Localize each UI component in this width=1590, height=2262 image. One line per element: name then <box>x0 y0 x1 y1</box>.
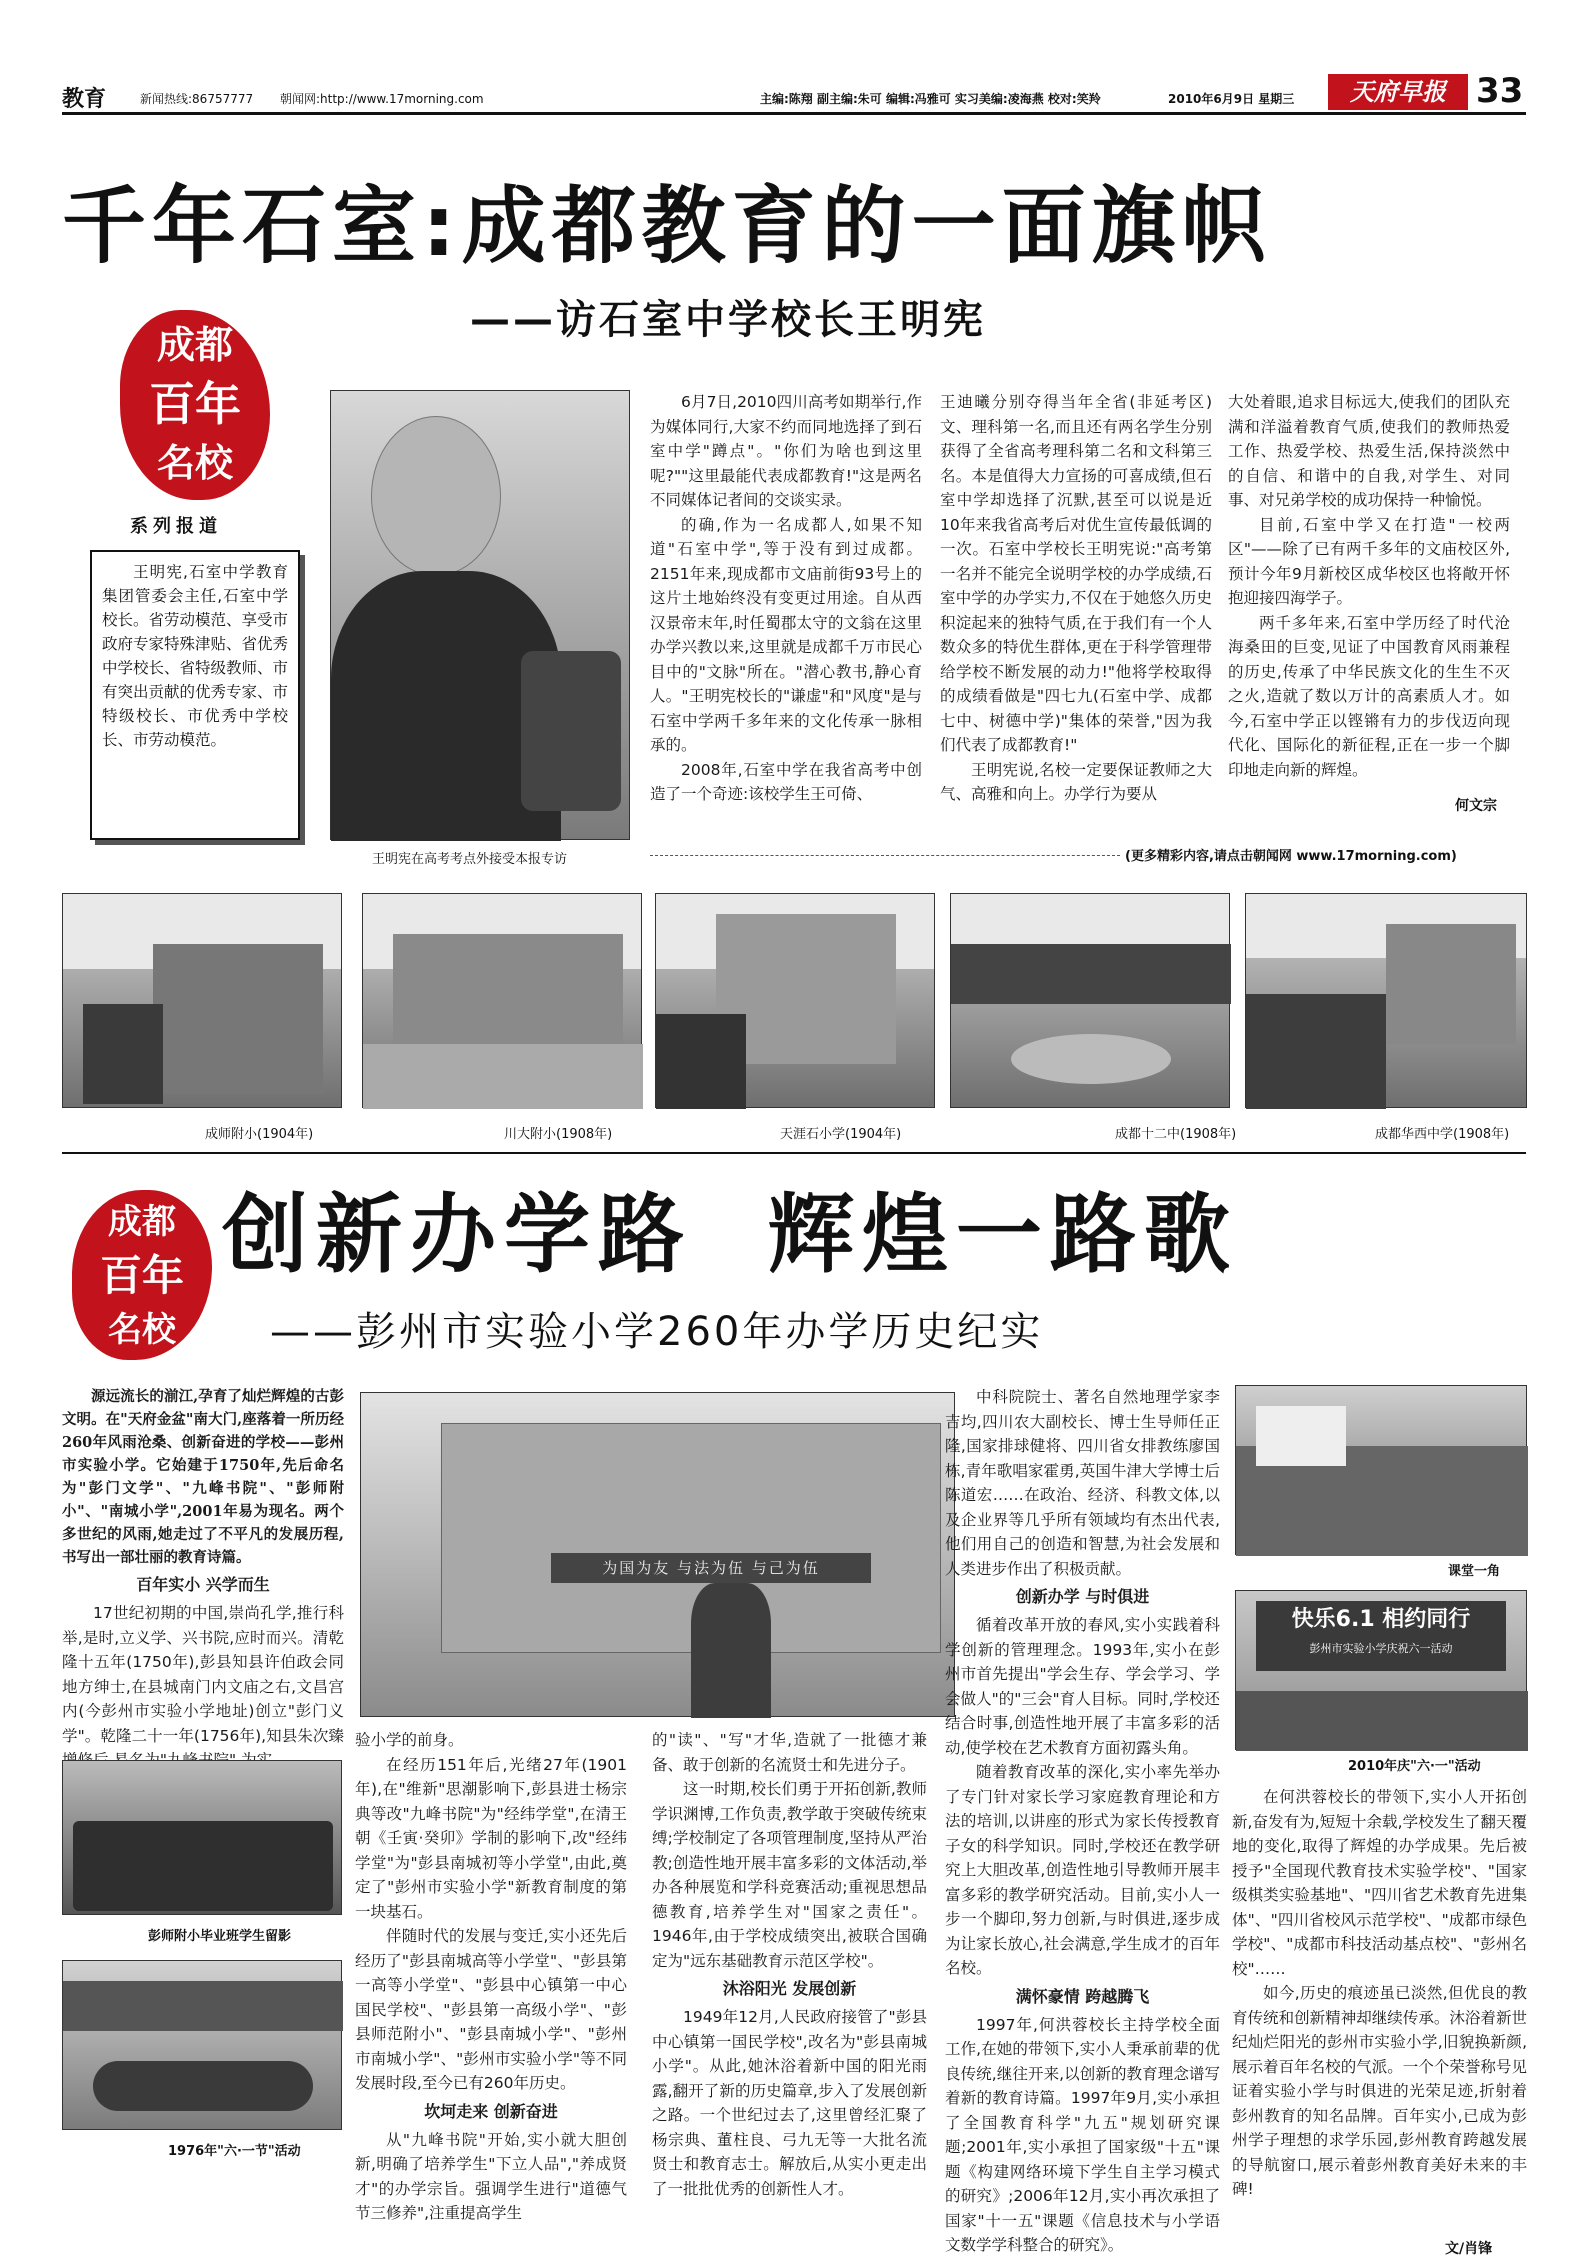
photo-caption-1: 成师附小(1904年) <box>205 1127 314 1142</box>
seal2-line-1: 成都 <box>108 1202 176 1242</box>
paragraph: 这一时期,校长们勇于开拓创新,教师学识渊博,工作负责,教学敢于突破传统束缚;学校制定了各项管理制度,坚持从严治教;创造性地开展丰富多彩的文体活动,举办各种展览和学科竞赛活动;重视思想品德教育,培养学生对"国家之责任"。1946年,由于学校成绩突出,被联合国确定为"远东基础教育示范区学校"。 <box>652 1780 927 1970</box>
paragraph: 循着改革开放的春风,实小实践着科学创新的管理理念。1993年,实小在彭州市首先提出"学会生存、学会学习、学会做人"的"三会"育人目标。同时,学校还结合时事,创造性地开展了丰富多彩的活动,使学校在艺术教育方面初露头角。 <box>945 1616 1220 1757</box>
paragraph: 1949年12月,人民政府接管了"彭县中心镇第一国民学校",改名为"彭县南城小学"。从此,她沐浴着新中国的阳光雨露,翻开了新的历史篇章,步入了发展创新之路。一个世纪过去了,这里曾经汇聚了杨宗典、董柱良、弓九无等一大批名流贤士和教育志士。解放后,从实小更走出了一批批优秀的创新性人才。 <box>652 2008 927 2198</box>
paragraph: 两千多年来,石室中学历经了时代沧海桑田的巨变,见证了中国教育风雨兼程的历史,传承了中华民族文化的生生不灭之火,造就了数以万计的高素质人才。如今,石室中学正以铿锵有力的步伐迈向现代化、国际化的新征程,正在一步一个脚印地走向新的辉煌。 <box>1228 613 1510 779</box>
subhead-4: 创新办学 与时俱进 <box>1015 1587 1150 1606</box>
series-label: 系列报道 <box>130 516 222 537</box>
subhead-1: 百年实小 兴学而生 <box>136 1575 270 1594</box>
school-main-photo <box>360 1392 955 1717</box>
article1-col2 <box>940 390 1212 815</box>
seal2-line-3: 名校 <box>108 1310 176 1350</box>
paragraph: 17世纪初期的中国,崇尚孔学,推行科举,是时,立义学、兴书院,应时而兴。清乾隆十五年(1750年),彭县知县许伯政会同地方绅士,在县城南门内文庙之右,文昌宫内(今彭州市实验小学地址)创立"彭门义学"。乾隆二十一年(1756年),知县朱次臻 <box>62 1604 344 1745</box>
article2-col5 <box>1232 1785 1527 2255</box>
seal-line-1: 成都 <box>156 322 233 367</box>
article2-col4 <box>945 1385 1220 2254</box>
classroom-caption: 课堂一角 <box>1448 1564 1501 1579</box>
series-seal-2 <box>72 1190 212 1360</box>
statue <box>691 1583 771 1718</box>
intro-text: 源远流长的湔江,孕育了灿烂辉煌的古彭文明。在"天府金盆"南大门,座落着一所历经260年风雨沧桑、创新奋进的学校——彭州市实验小学。它始建于1750年,先后命名为"彭门文学"、"九峰书院"、"彭师附小"、"南城小学",2001年易为现名。两个多世纪的风雨,她走过了不平凡的发展历程,书写出一部壮丽的教育诗篇。 <box>62 1388 344 1566</box>
issue-date: 2010年6月9日 星期三 <box>1168 92 1295 106</box>
portrait-head <box>371 416 501 576</box>
paragraph: 1997年,何洪蓉校长主持学校全面工作,在她的带领下,实小人秉承前辈的优良传统,继往开来,以创新的教育理念谱写着新的教育诗篇。1997年9月,实小承担了全国教育科学"九五"规划研究课题;2001年,实小承担了国家级"十五"课题《构建网络环境下学生自主学习模式的研究》;2006年12月,实小再次承担了国家"十一五"课题《信息技术与小学语文数学学科整合的研究》。 <box>945 2015 1220 2254</box>
paragraph: 目前,石室中学又在打造"一校两区"——除了已有两千多年的文庙校区外,预计今年9月新校区成华校区也将敞开怀抱迎接四海学子。 <box>1228 515 1510 607</box>
paragraph: 的确,作为一名成都人,如果不知道"石室中学",等于没有到过成都。2151年来,现成都市文庙前街93号上的这片土地始终没有变更过用途。自从西汉景帝末年,时任蜀郡太守的文翁在这里办学兴教以来,这里就是成都千万市民心目中的"文脉"所在。"潜心教书,静心育人。"王明宪校长的"谦虚"和"风度"是与石室中学两千多年来的文化传承一脉相承的。 <box>650 515 922 754</box>
article2-title: 创新办学路 辉煌一路歌 <box>222 1185 1238 1285</box>
graduates-photo <box>62 1760 342 1915</box>
subhead-5: 满怀豪情 跨越腾飞 <box>1015 1986 1150 2006</box>
website: 朝闻网:http://www.17morning.com <box>280 92 484 106</box>
principal-photo-caption: 王明宪在高考考点外接受本报专访 <box>372 852 568 867</box>
graduates-caption: 彭师附小毕业班学生留影 <box>148 1929 292 1944</box>
paragraph: 的"读"、"写"才华,造就了一批德才兼备、敢于创新的名流贤士和先进分子。 <box>652 1731 927 1774</box>
celebration-2010-photo <box>1235 1590 1527 1750</box>
section-label: 教育 <box>62 87 107 112</box>
article1-subtitle: ——访石室中学校长王明宪 <box>470 297 986 343</box>
profile-box <box>90 550 300 840</box>
paragraph: 如今,历史的痕迹虽已淡然,但优良的教育传统和创新精神却继续传承。沐浴着新世纪灿烂阳光的彭州市实验小学,旧貌换新颜,展示着百年名校的气派。一个个荣誉称号见证着实验小学与时俱进的光荣足迹,折射着彭州教育的知名品牌。百年实小,已成为彭州学子理想的求学乐园,彭州教育跨越发展的导航窗口,展示着彭州教育美好未来的丰碑! <box>1232 1984 1527 2198</box>
seal-line-3: 名校 <box>156 440 233 485</box>
paragraph: 王迪曦分别夺得当年全省(非延考区)文、理科第一名,而且还有两名学生分别获得了全省高考理科第二名和文科第三名。本是值得大力宣扬的可喜成绩,但石室中学却选择了沉默,甚至可以说是近10年来我省高考后对优生宣传最低调的一次。石室中学校长王明宪说:"高考第一名并不能完全说明学校的办学成绩,石室中学的办学实力,不仅在于她悠久历史积淀起来的独特气质,在于我们有一个人数众多的特优生群体,更在于科学管理带给学校不断发展的动力!"他将学校取得的成绩看做是"四七九(石室中学、成都七中、树德中学)"集体的荣誉,"因为我们代表了成都教育!" <box>940 393 1212 754</box>
paragraph: 验小学的前身。 <box>355 1731 464 1749</box>
paragraph: 王明宪说,名校一定要保证教师之大气、高雅和向上。办学行为要从 <box>940 760 1212 803</box>
event-1976-caption: 1976年"六·一节"活动 <box>168 2144 301 2159</box>
paper-name: 天府早报 <box>1328 74 1468 110</box>
celebration-banner-title: 快乐6.1 相约同行 <box>1291 1607 1471 1632</box>
article1-byline: 何文宗 <box>1455 798 1497 814</box>
principal-photo <box>330 390 630 840</box>
photo-caption-3: 天涯石小学(1904年) <box>780 1127 902 1142</box>
header-rule <box>62 112 1526 115</box>
school-photo-2 <box>362 893 642 1108</box>
seal-line-2: 百年 <box>149 377 241 431</box>
profile-text: 王明宪,石室中学教育集团管委会主任,石室中学校长。省劳动模范、享受市政府专家特殊津贴、省优秀中学校长、省特级教师、市有突出贡献的优秀专家、市特级校长、市优秀中学校长、市劳动模范。 <box>102 563 289 749</box>
more-link[interactable]: (更多精彩内容,请点击朝闻网 www.17morning.com) <box>1125 849 1457 864</box>
page-number: 33 <box>1476 71 1524 111</box>
paragraph: 6月7日,2010四川高考如期举行,作为媒体同行,大家不约而同地选择了到石室中学"蹲点"。"你们为啥也到这里呢?""这里最能代表成都教育!"这是两名不同媒体记者间的交谈实录。 <box>650 393 922 509</box>
article1-title: 千年石室:成都教育的一面旗帜 <box>62 177 1272 275</box>
article2-subtitle: ——彭州市实验小学260年办学历史纪实 <box>270 1309 1044 1355</box>
series-seal <box>120 310 270 500</box>
paragraph: 在何洪蓉校长的带领下,实小人开拓创新,奋发有为,短短十余载,学校发生了翻天覆地的变化,取得了辉煌的办学成果。先后被授予"全国现代教育技术实验学校"、"国家级棋类实验基地"、"四川省艺术教育先进集体"、"四川省校风示范学校"、"成都市绿色学校"、"成都市科技活动基点校"、"彭州名校"…… <box>1232 1788 1527 1978</box>
article1-col1 <box>650 390 922 815</box>
classroom-photo <box>1235 1385 1527 1555</box>
paragraph: 中科院院士、著名自然地理学家李吉均,四川农大副校长、博士生导师任正隆,国家排球健将、四川省女排教练廖国栋,青年歌唱家霍勇,英国牛津大学博士后陈道宏……在政治、经济、科教文体,以及企业界等几乎所有领域均有杰出代表,他们用自己的创造和智慧,为社会发展和人类进步作出了积极贡献。 <box>945 1388 1220 1578</box>
celebration-2010-caption: 2010年庆"六·一"活动 <box>1348 1759 1481 1774</box>
editors: 主编:陈翔 副主编:朱可 编辑:冯雅可 实习美编:凌海燕 校对:笑羚 <box>760 92 1101 106</box>
building-banner: 为国为友 与法为伍 与己为伍 <box>551 1553 871 1583</box>
celebration-banner <box>1256 1601 1506 1671</box>
event-1976-photo <box>62 1960 342 2130</box>
article2-col3 <box>652 1728 927 2248</box>
paragraph: 伴随时代的发展与变迁,实小还先后经历了"彭县南城高等小学堂"、"彭县第一高等小学堂"、"彭县中心镇第一中心国民学校"、"彭县第一高级小学"、"彭县师范附小"、"彭县南城小学"、"彭州市南城小学"、"彭州市实验小学"等不同发展时段,至今已有260年历史。 <box>355 1927 627 2092</box>
article2-col1 <box>62 1385 344 1745</box>
more-link-rule <box>650 855 1120 856</box>
school-photo-1 <box>62 893 342 1108</box>
paragraph: 大处着眼,追求目标远大,使我们的团队充满和洋溢着教育气质,使我们的教师热爱工作、热爱学校、热爱生活,保持淡然中的自信、和谐中的自我,对学生、对同事、对兄弟学校的成功保持一种愉悦。 <box>1228 393 1510 509</box>
school-photo-5 <box>1245 893 1527 1108</box>
photo-caption-2: 川大附小(1908年) <box>504 1127 613 1142</box>
subhead-3: 沐浴阳光 发展创新 <box>722 1979 857 1998</box>
photo-caption-5: 成都华西中学(1908年) <box>1375 1127 1510 1142</box>
paragraph: 从"九峰书院"开始,实小就大胆创新,明确了培养学生"下立人品","养成贤才"的办学宗旨。强调学生进行"道德气节三修养",注重提高学生 <box>355 2130 627 2222</box>
photo-caption-4: 成都十二中(1908年) <box>1115 1127 1237 1142</box>
school-photo-3 <box>655 893 935 1108</box>
article2-byline: 文/肖锋 <box>1445 2241 1493 2257</box>
article2-col2 <box>355 1728 627 2248</box>
microphone-cluster <box>521 651 621 811</box>
hotline: 新闻热线:86757777 <box>140 92 254 106</box>
paragraph: 随着教育改革的深化,实小率先举办了专门针对家长学习家庭教育理论和方法的培训,以讲座的形式为家长传授教育子女的科学知识。同时,学校还在教学研究上大胆改革,创造性地引导教师开展丰富多彩的教学研究活动。目前,实小人一步一个脚印,努力创新,与时俱进,逐步成为让家长放心,社会满意,学生成才的百年名校。 <box>945 1763 1220 1977</box>
article1-col3 <box>1228 390 1510 815</box>
seal2-line-2: 百年 <box>99 1251 184 1300</box>
paragraph: 2008年,石室中学在我省高考中创造了一个奇迹:该校学生王可倚、 <box>650 760 922 803</box>
paragraph: 在经历151年后,光绪27年(1901年),在"维新"思潮影响下,彭县进士杨宗典等改"九峰书院"为"经纬学堂",在清王朝《壬寅·癸卯》学制的影响下,改"经纬学堂"为"彭县南城初等小学堂",由此,奠定了"彭州市实验小学"新教育制度的第一块基石。 <box>355 1755 627 1921</box>
celebration-banner-sub: 彭州市实验小学庆祝六一活动 <box>1309 1642 1453 1655</box>
school-photo-4 <box>950 893 1230 1108</box>
section-divider <box>62 1152 1526 1154</box>
subhead-2: 坎坷走来 创新奋进 <box>424 2101 558 2121</box>
